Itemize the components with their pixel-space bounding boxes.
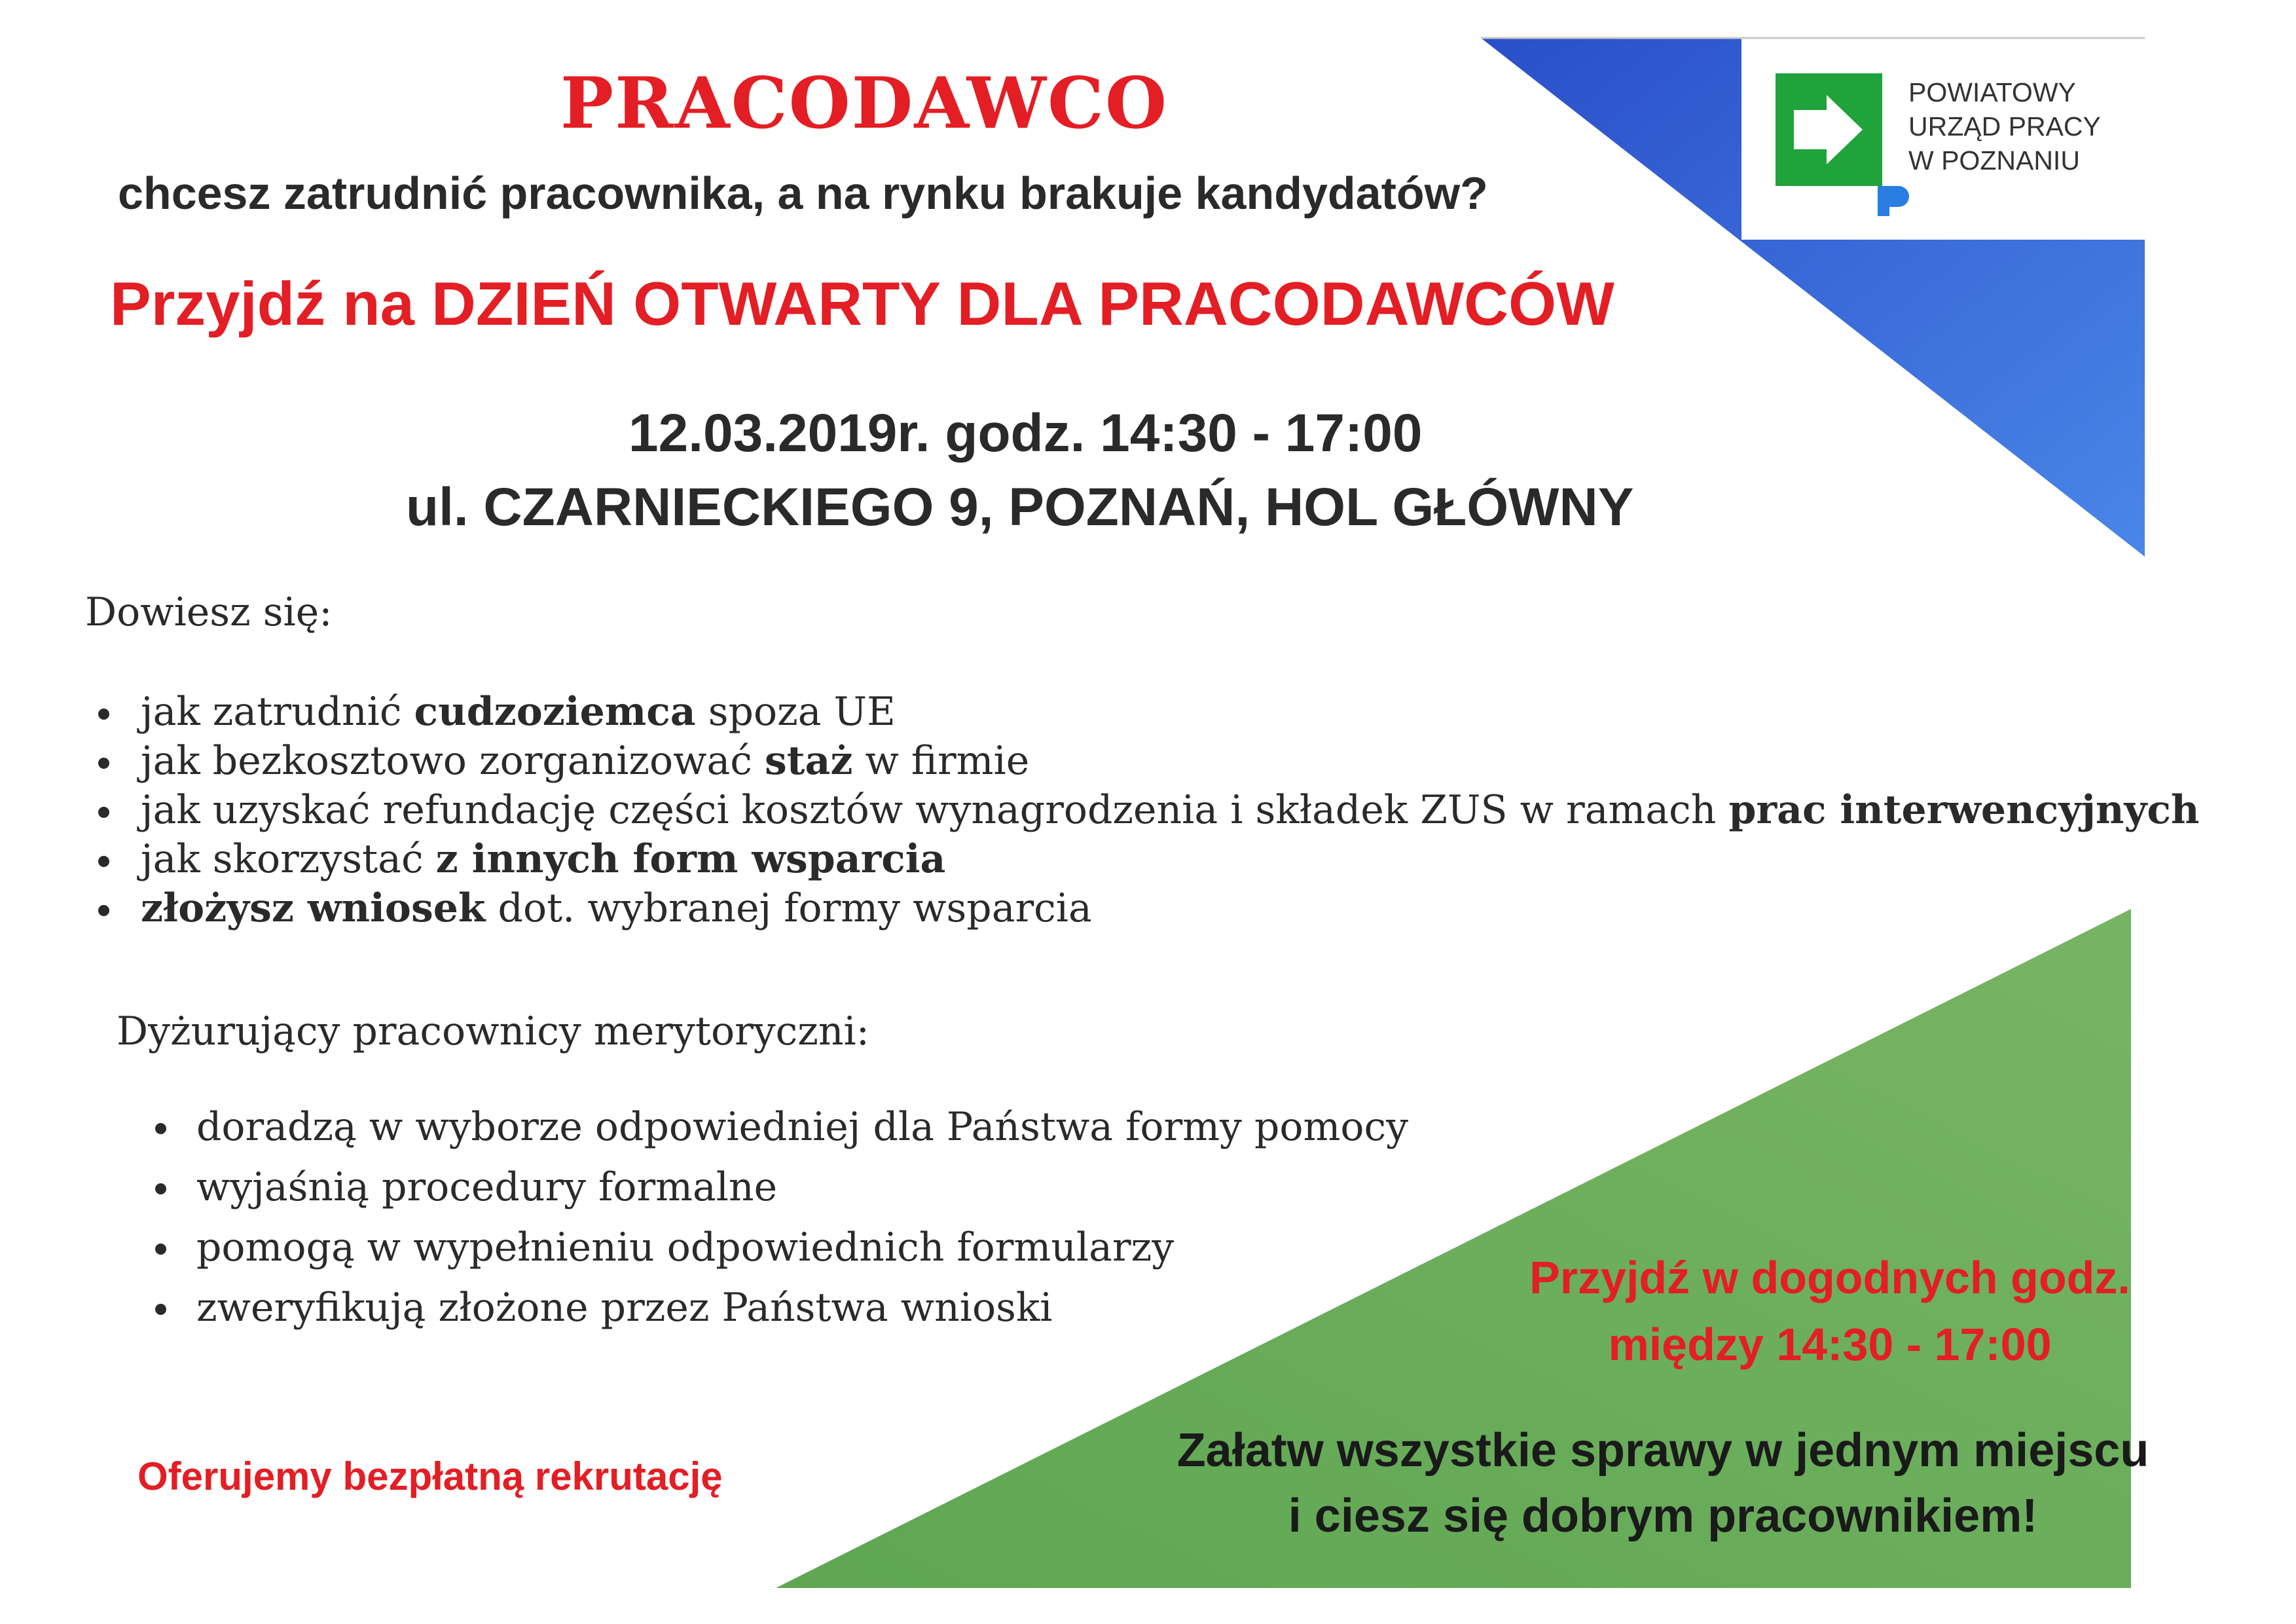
list-item: zweryfikują złożone przez Państwa wnioski [196, 1278, 1408, 1338]
come-line-2: między 14:30 - 17:00 [1608, 1319, 2052, 1370]
logo-line-2: URZĄD PRACY [1908, 111, 2101, 141]
list-item: doradzą w wyborze odpowiedniej dla Państwa formy pomocy [196, 1097, 1408, 1157]
event-address: ul. CZARNIECKIEGO 9, POZNAŃ, HOL GŁÓWNY [406, 477, 1634, 537]
page-title: PRACODAWCO [560, 62, 1169, 145]
subtitle: chcesz zatrudnić pracownika, a na rynku brakuje kandydatów? [118, 168, 1488, 219]
logo-line-3: W POZNANIU [1908, 145, 2080, 175]
learn-list [141, 688, 2199, 933]
arrow-right-icon [1776, 73, 1882, 186]
list-item: jak skorzystać z innych form wsparcia [141, 835, 2199, 884]
handle-all-text [1087, 1418, 2239, 1549]
logo-text [1908, 75, 2101, 177]
staff-list [196, 1097, 1408, 1338]
list-item: jak zatrudnić cudzoziemca spoza UE [141, 688, 2199, 737]
logo-line-1: POWIATOWY [1908, 77, 2076, 107]
staff-label: Dyżurujący pracownicy merytoryczni: [117, 1008, 869, 1054]
learn-label: Dowiesz się: [85, 589, 333, 635]
handle-line-2: i ciesz się dobrym pracownikiem! [1288, 1490, 2038, 1542]
list-item: złożysz wniosek dot. wybranej formy wsparcia [141, 884, 2199, 933]
come-hours-text [1408, 1244, 2252, 1378]
event-date: 12.03.2019r. godz. 14:30 - 17:00 [629, 403, 1423, 463]
list-item: jak uzyskać refundację części kosztów wynagrodzenia i składek ZUS w ramach prac interwencyjnych [141, 786, 2199, 835]
event-headline: Przyjdź na DZIEŃ OTWARTY DLA PRACODAWCÓW [110, 269, 1614, 338]
handle-line-1: Załatw wszystkie sprawy w jednym miejscu [1176, 1424, 2149, 1477]
list-item: wyjaśnią procedury formalne [196, 1157, 1408, 1217]
come-line-1: Przyjdź w dogodnych godz. [1529, 1252, 2130, 1303]
free-recruitment-offer: Oferujemy bezpłatną rekrutację [137, 1454, 723, 1498]
list-item: jak bezkosztowo zorganizować staż w firmie [141, 737, 2199, 786]
list-item: pomogą w wypełnieniu odpowiednich formularzy [196, 1217, 1408, 1278]
